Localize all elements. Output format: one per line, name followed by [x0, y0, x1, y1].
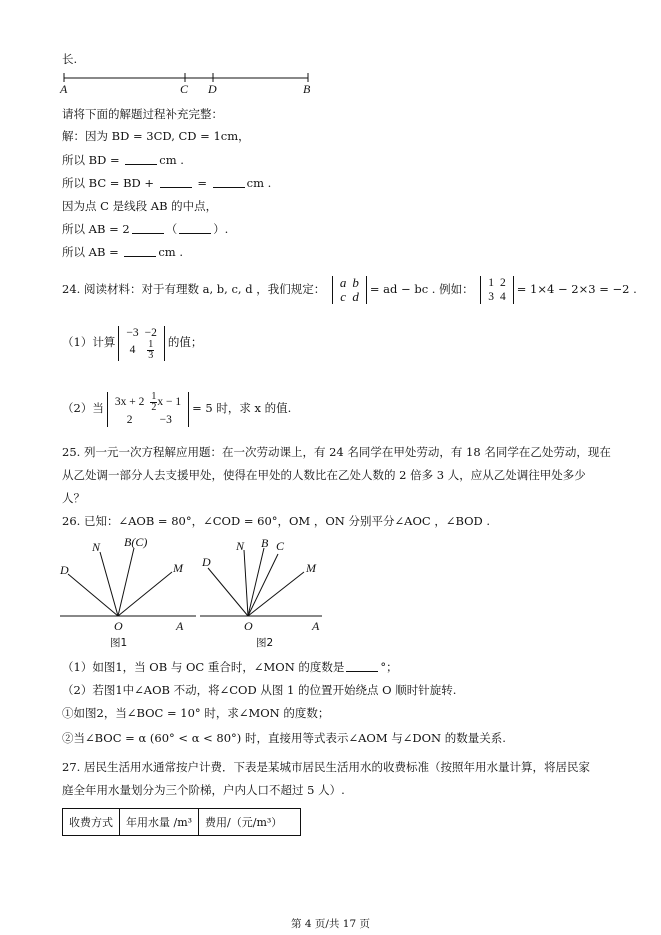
fig2-label-n: N [236, 539, 245, 553]
label-c: C [180, 82, 189, 96]
q26-part2-1: ①如图2，当∠BOC = 10° 时，求∠MON 的度数； [62, 706, 330, 720]
fig1-label-m: M [173, 561, 183, 575]
fig2-label-c: C [276, 539, 285, 553]
q26-lead: 26. 已知：∠AOB = 80°，∠COD = 60°，OM ，ON 分别平分∠AOC ，∠BOD . [62, 514, 491, 528]
fig2-label-a: A [312, 619, 320, 633]
table-header-cell: 年用水量 /m³ [120, 809, 199, 836]
q23-sol1: 解：因为 BD = 3CD, CD = 1cm， [62, 129, 250, 143]
fig1-label-n: N [92, 540, 101, 554]
q24-part1: （1）计算 −3 −2 4 $\frac{1}{3}$ 的值； [62, 326, 203, 361]
label-b: B [303, 82, 311, 96]
fig2-label-m: M [306, 561, 316, 575]
q23-sol4: 因为点 C 是线段 AB 的中点， [62, 199, 218, 213]
fig1-label-a: A [176, 619, 184, 633]
blank [213, 176, 245, 188]
q23-intro: 请将下面的解题过程补充完整： [62, 107, 223, 121]
q26-figure-2 [198, 532, 348, 650]
fig1-label-o: O [114, 619, 123, 633]
q23-sol3: 所以 BC = BD + = cm . [62, 176, 272, 190]
det-part2: 3x + 2 $\frac{1}{2}$ x − 1 2 −3 [107, 392, 189, 427]
q26-part2: （2）若图1中∠AOB 不动，将∠COD 从图 1 的位置开始绕点 O 顺时针旋转. [62, 683, 457, 697]
fig2-label-d: D [202, 555, 211, 569]
fig1-label-bc: B(C) [124, 535, 148, 549]
fig2-label-b: B [261, 536, 269, 550]
fig1-caption: 图1 [110, 637, 128, 649]
q23-tail: 长. [62, 52, 78, 66]
det-definition: a b c d [332, 276, 367, 304]
det-part1: −3 −2 4 $\frac{1}{3}$ [118, 326, 165, 361]
blank [346, 660, 378, 672]
label-d: D [208, 82, 217, 96]
blank [179, 222, 211, 234]
table-header-cell: 收费方式 [63, 809, 120, 836]
q26-part2-2: ②当∠BOC = α (60° < α < 80°) 时，直接用等式表示∠AOM 与∠DON 的数量关系. [62, 731, 506, 745]
q25-line2: 从乙处调一部分人去支援甲处，使得在甲处的人数比在乙处人数的 2 倍多 3 人，应从乙处调往甲处多少 [62, 468, 586, 482]
fig2-label-o: O [244, 619, 253, 633]
q25-line1: 25. 列一元一次方程解应用题：在一次劳动课上，有 24 名同学在甲处劳动，有 18 名同学在乙处劳动，现在 [62, 445, 611, 459]
q25-line3: 人？ [62, 491, 85, 505]
q26-figure-1 [56, 532, 206, 650]
blank [124, 245, 156, 257]
q23-sol5: 所以 AB = 2 （ ）. [62, 222, 229, 236]
q27-line2: 庭全年用水量划分为三个阶梯，户内人口不超过 5 人）. [62, 783, 345, 797]
blank [132, 222, 164, 234]
blank [125, 153, 157, 165]
q24-part2: （2）当 3x + 2 $\frac{1}{2}$ x − 1 2 −3 = 5 时，求 x 的值. [62, 390, 292, 426]
q23-sol2: 所以 BD = cm . [62, 153, 184, 167]
segment-diagram [58, 68, 318, 96]
fig1-label-d: D [60, 563, 69, 577]
fig2-caption: 图2 [256, 637, 274, 649]
table-header-cell: 费用/（元/m³） [199, 809, 301, 836]
table-header-row [63, 809, 301, 836]
fee-table [62, 808, 301, 836]
q23-sol6: 所以 AB = cm . [62, 245, 184, 259]
label-a: A [60, 82, 68, 96]
det-example: 1 2 3 4 [480, 276, 514, 304]
q26-part1: （1）如图1，当 OB 与 OC 重合时，∠MON 的度数是 °； [62, 660, 398, 674]
blank [160, 176, 192, 188]
q24-lead: 24. 阅读材料：对于有理数 a, b, c, d ，我们规定： a b c d = ad − bc . 例如： 1 2 3 4 = 1×4 − 2×3 = −2 . [62, 275, 637, 304]
q27-line1: 27. 居民生活用水通常按户计费．下表是某城市居民生活用水的收费标准（按照年用水量计算，将居民家 [62, 760, 590, 774]
page-footer: 第 4 页/共 17 页 [291, 918, 370, 930]
